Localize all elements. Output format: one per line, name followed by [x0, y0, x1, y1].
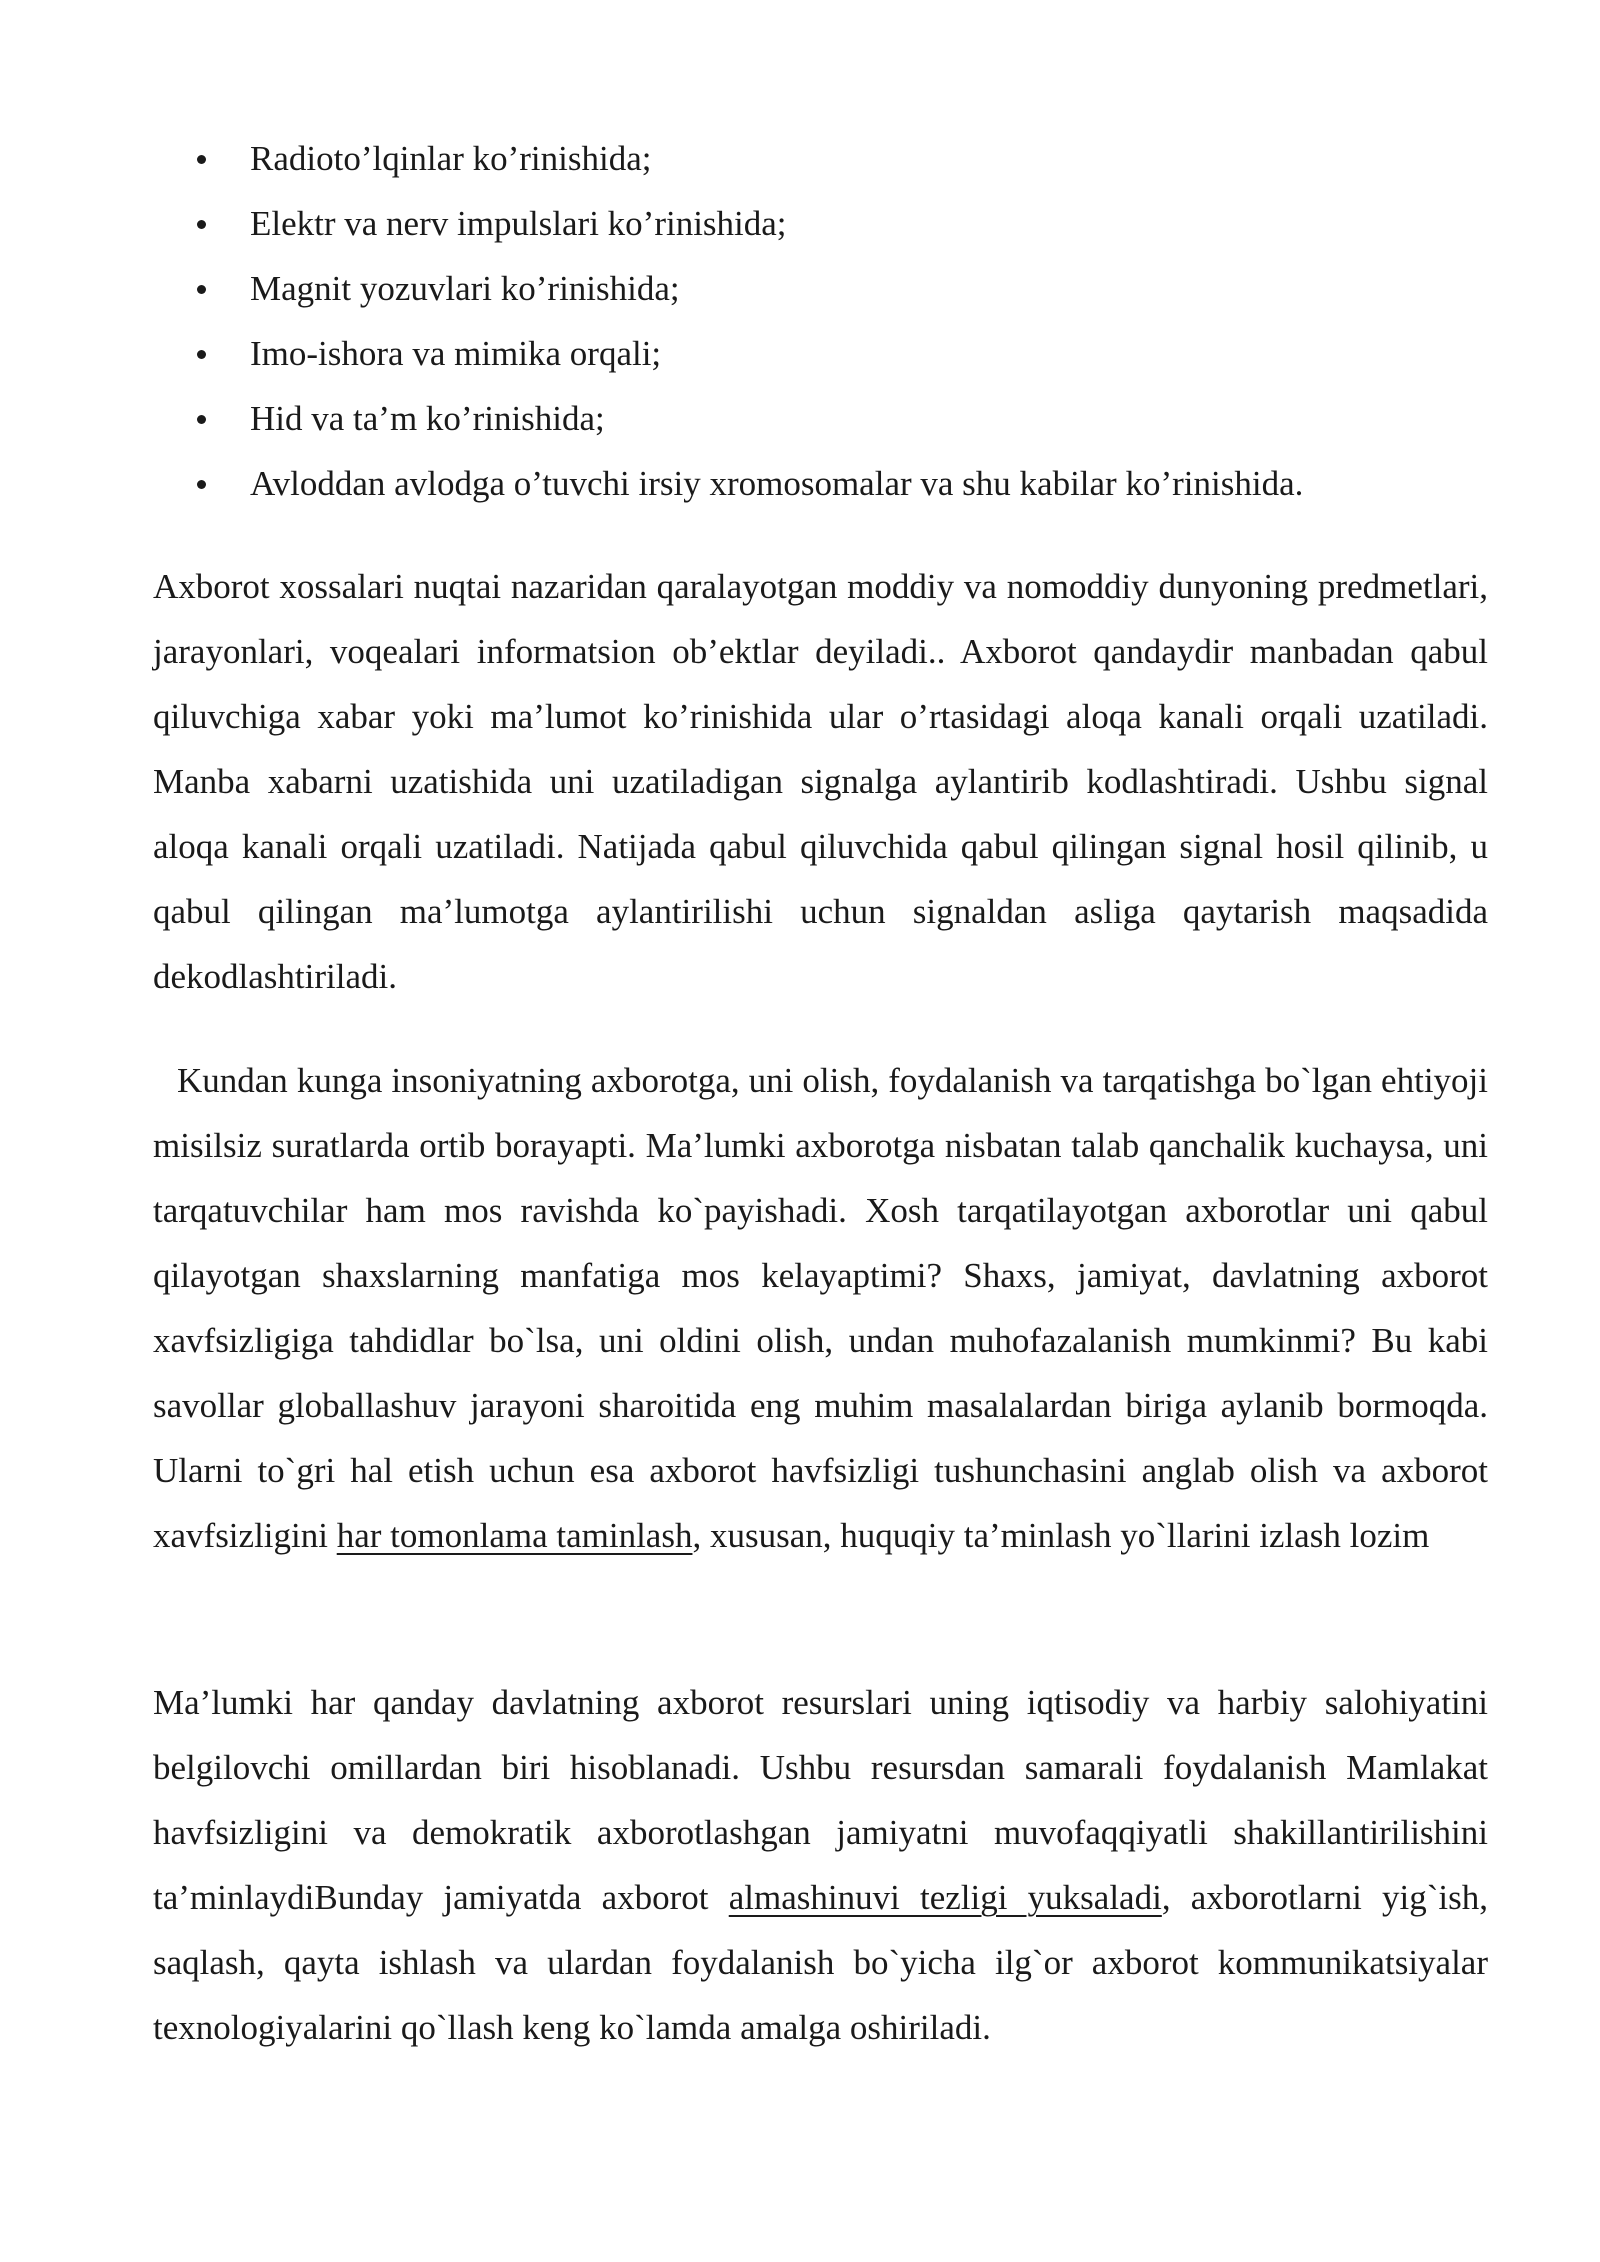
paragraph-text: , xususan, huquqiy ta’minlash yo`llarini izlash lozim [692, 1516, 1430, 1555]
bullet-icon [197, 415, 206, 424]
paragraph-informational-objects: Axborot xossalari nuqtai nazaridan qaralayotgan moddiy va nomoddiy dunyoning predmetlari, jarayonlari, voqealari informatsion ob’ektlar deyiladi.. Axborot qandaydir manbadan qabul qiluvchiga xabar yoki ma’lumot ko’rinishida ular o’rtasidagi aloqa kanali orqali uzatiladi. Manba xabarni uzatishida uni uzatiladigan signalga aylantirib kodlashtiradi. Ushbu signal aloqa kanali orqali uzatiladi. Natijada qabul qiluvchida qabul qilingan signal hosil qilinib, u qabul qilingan ma’lumotga aylantirilishi uchun signaldan asliga qaytarish maqsadida dekodlashtiriladi. [153, 567, 1488, 996]
paragraph-text: Kundan kunga insoniyatning axborotga, uni olish, foydalanish va tarqatishga bo`lgan ehtiyoji misilsiz suratlarda ortib borayapti. Ma’lumki axborotga nisbatan talab qanchalik kuchaysa, uni tarqatuvchilar ham mos ravishda ko`payishadi. Xosh tarqatilayotgan axborotlar uni qabul qilayotgan shaxslarning manfatiga mos kelayaptimi? Shaxs, jamiyat, davlatning axborot xavfsizligiga tahdidlar bo`lsa, uni oldini olish, undan muhofazalanish mumkinmi? Bu kabi savollar globallashuv jarayoni sharoitida eng muhim masalalardan biriga aylanib bormoqda. Ularni to`gri hal etish uchun esa axborot havfsizligi tushunchasini anglab olish va axborot xavfsizligini [153, 1061, 1488, 1555]
underlined-phrase: har tomonlama taminlash [336, 1516, 693, 1555]
list-item-text: Radioto’lqinlar ko’rinishida; [250, 139, 652, 178]
underlined-phrase: almashinuvi tezligi yuksaladi [728, 1878, 1162, 1917]
bullet-list [197, 126, 1497, 516]
list-item [197, 321, 1497, 386]
list-item [197, 126, 1497, 191]
list-item [197, 451, 1497, 516]
list-item-text: Avloddan avlodga o’tuvchi irsiy xromosomalar va shu kabilar ko’rinishida. [250, 464, 1304, 503]
paragraph-information-security [153, 1048, 1488, 1568]
list-item-text: Elektr va nerv impulslari ko’rinishida; [250, 204, 787, 243]
paragraph-information-resources [153, 1670, 1488, 2060]
list-item-text: Imo-ishora va mimika orqali; [250, 334, 662, 373]
list-item [197, 191, 1497, 256]
bullet-icon [197, 350, 206, 359]
list-item [197, 386, 1497, 451]
list-item [197, 256, 1497, 321]
bullet-icon [197, 285, 206, 294]
list-item-text: Magnit yozuvlari ko’rinishida; [250, 269, 680, 308]
paragraph-text: , axborotlarni yig`ish, saqlash, qayta ishlash va ulardan foydalanish bo`yicha ilg`or axborot kommunikatsiyalar texnologiyalarini qo`llash keng ko`lamda amalga oshiriladi. [153, 1878, 1488, 2047]
bullet-icon [197, 220, 206, 229]
bullet-icon [197, 155, 206, 164]
list-item-text: Hid va ta’m ko’rinishida; [250, 399, 605, 438]
bullet-icon [197, 480, 206, 489]
paragraph-text: Ma’lumki har qanday davlatning axborot resurslari uning iqtisodiy va harbiy salohiyatini belgilovchi omillardan biri hisoblanadi. Ushbu resursdan samarali foydalanish Mamlakat havfsizligini va demokratik axborotlashgan jamiyatni muvofaqqiyatli shakillantirilishini ta’minlaydiBunday jamiyatda axborot [153, 1683, 1488, 1917]
